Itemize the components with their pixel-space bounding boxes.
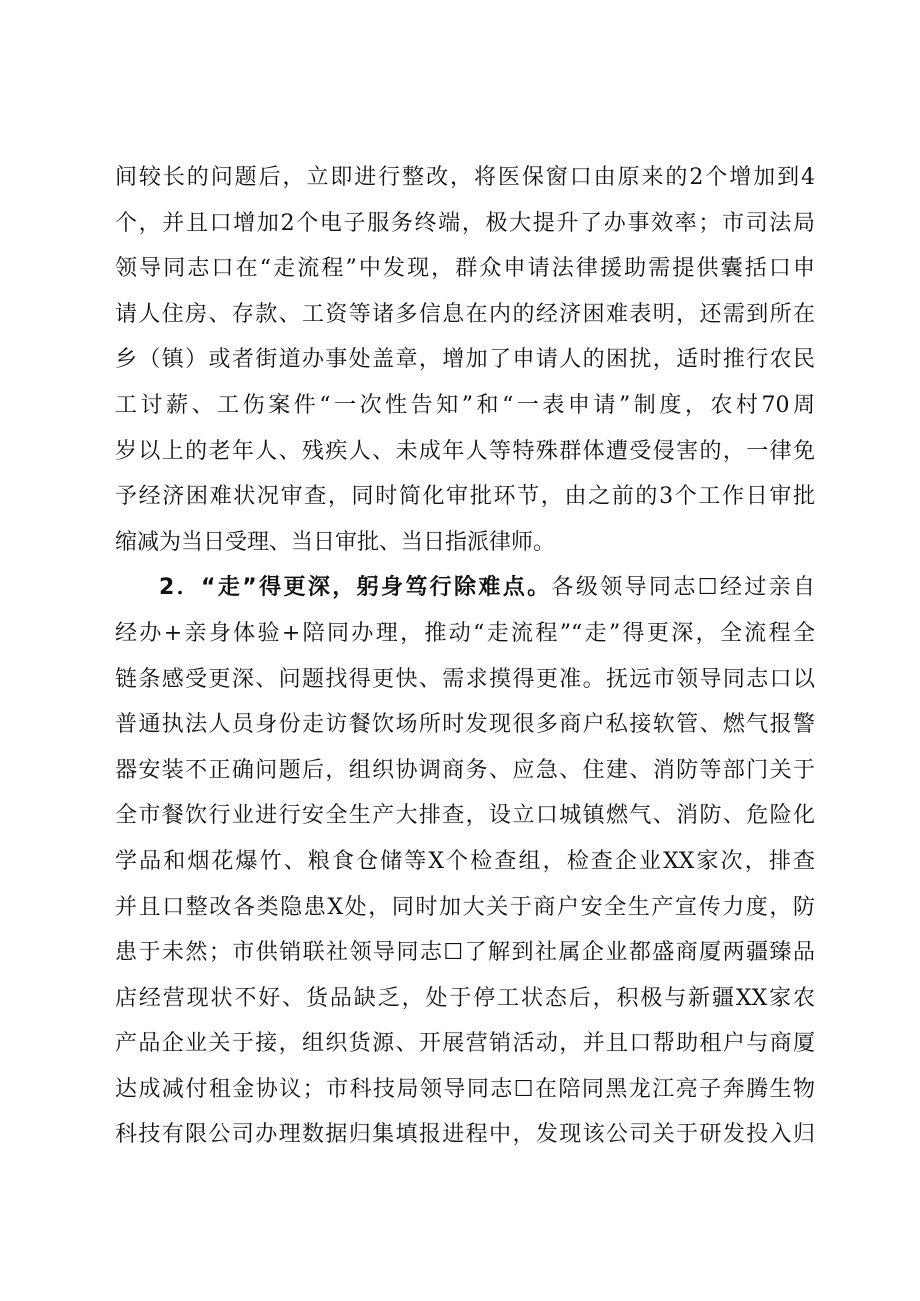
text-line: 间较长的问题后，立即进行整改，将医保窗口由原来的2个增加到4 [115, 165, 815, 190]
text-line: 乡（镇）或者街道办事处盖章，增加了申请人的困扰，适时推行农民 [115, 347, 815, 373]
section-heading: 2．“走”得更深，躬身笃行除难点。 [159, 575, 552, 601]
text-line: 全市餐饮行业进行安全生产大排查，设立口城镇燃气、消防、危险化 [115, 803, 815, 829]
text-line: 链条感受更深、问题找得更快、需求摸得更准。抚远市领导同志口以 [115, 666, 815, 692]
text-line: 学品和烟花爆竹、粮食仓储等X个检查组，检查企业XX家次，排查 [115, 848, 815, 874]
document-body [115, 155, 815, 1158]
text-line: 经办+亲身体验+陪同办理，推动“走流程”“走”得更深，全流程全 [115, 620, 815, 646]
text-line: 普通执法人员身份走访餐饮场所时发现很多商户私接软管、燃气报警 [115, 712, 815, 738]
text-line: 并且口整改各类隐患X处，同时加大关于商户安全生产宣传力度，防 [115, 894, 815, 920]
text-line: 岁以上的老年人、残疾人、未成年人等特殊群体遭受侵害的，一律免 [115, 438, 815, 464]
text-line: 科技有限公司办理数据归集填报进程中，发现该公司关于研发投入归 [115, 1122, 815, 1148]
text-line: 产品企业关于接，组织货源、开展营销活动，并且口帮助租户与商厦 [115, 1031, 815, 1057]
text-line: 店经营现状不好、货品缺乏，处于停工状态后，积极与新疆XX家农 [115, 985, 815, 1011]
paragraph-2 [115, 565, 815, 1158]
first-line-text: 各级领导同志☐经过亲自 [551, 575, 815, 601]
text-line: 工讨薪、工伤案件“一次性告知”和“一表申请”制度，农村70周 [115, 392, 815, 418]
text-line: 领导同志口在“走流程”中发现，群众申请法律援助需提供囊括口申 [115, 256, 815, 282]
paragraph-1 [115, 155, 815, 565]
text-line: 缩减为当日受理、当日审批、当日指派律师。 [115, 529, 556, 555]
text-line: 请人住房、存款、工资等诸多信息在内的经济困难表明，还需到所在 [115, 301, 815, 327]
text-line: 达成减付租金协议；市科技局领导同志☐在陪同黑龙江亮子奔腾生物 [115, 1076, 815, 1102]
text-line: 器安装不正确问题后，组织协调商务、应急、住建、消防等部门关于 [115, 757, 815, 783]
text-line: 患于未然；市供销联社领导同志☐了解到社属企业都盛商厦两疆臻品 [115, 940, 815, 966]
text-line: 个，并且口增加2个电子服务终端，极大提升了办事效率；市司法局 [115, 210, 815, 236]
text-line: 予经济困难状况审查，同时简化审批环节，由之前的3个工作日审批 [115, 484, 815, 510]
text-line-first [115, 565, 815, 611]
